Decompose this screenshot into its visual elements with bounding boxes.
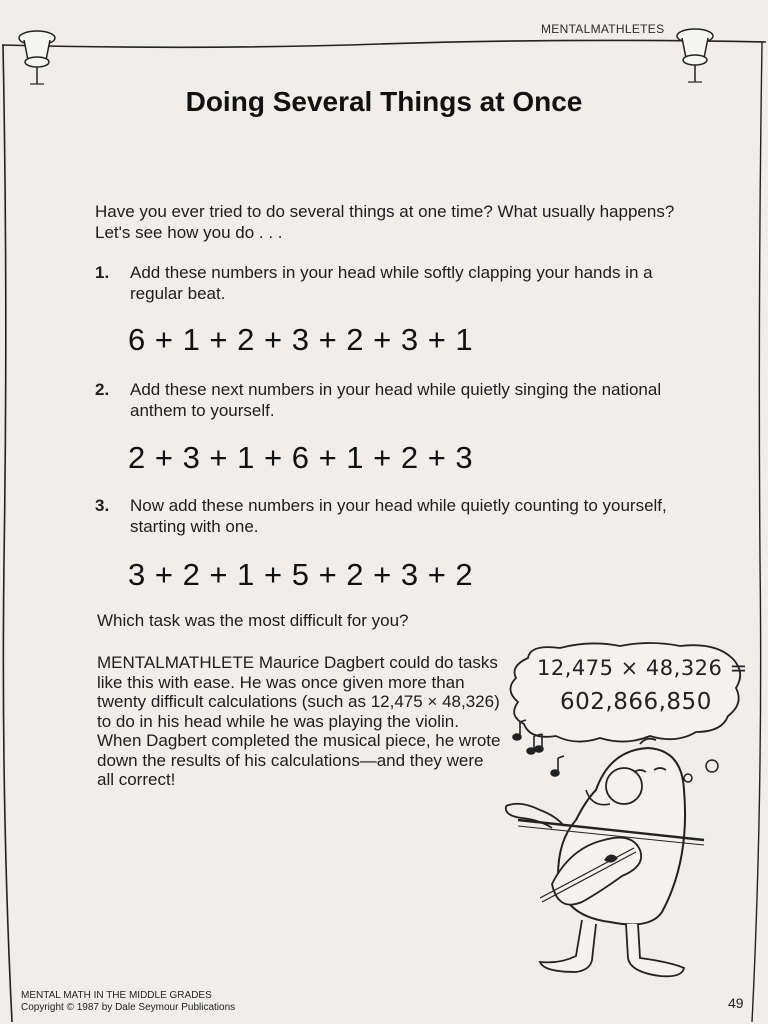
thought-bubble-problem: 12,475 × 48,326 = <box>537 656 748 680</box>
pushpin-icon-right <box>672 24 718 86</box>
exercise-instruction: Now add these numbers in your head while quietly counting to yourself, starting with one. <box>130 496 667 536</box>
story-paragraph: MENTALMATHLETE Maurice Dagbert could do tasks like this with ease. He was once given more than twenty difficult calculations (such as 12,475 × 48,326) to do in his head while he was playing the violin. When Dagbert completed the musical piece, he wrote down the results of his calculations—and they were all correct! <box>97 653 501 789</box>
header-tag: MENTALMATHLETES <box>541 22 665 36</box>
exercise-number: 1. <box>95 263 110 282</box>
thought-bubble-answer: 602,866,850 <box>560 689 712 715</box>
exercise-2-expression: 2 + 3 + 1 + 6 + 1 + 2 + 3 <box>128 440 474 475</box>
exercise-1-expression: 6 + 1 + 2 + 3 + 2 + 3 + 1 <box>128 322 474 357</box>
exercise-number: 3. <box>95 496 110 515</box>
exercise-instruction: Add these numbers in your head while softly clapping your hands in a regular beat. <box>130 263 653 303</box>
footer-book-title: MENTAL MATH IN THE MIDDLE GRADES <box>21 990 212 1001</box>
exercise-number: 2. <box>95 380 110 399</box>
page-number: 49 <box>728 995 744 1011</box>
reflection-question: Which task was the most difficult for you? <box>97 611 409 630</box>
intro-paragraph: Have you ever tried to do several things at one time? What usually happens? Let's see how you do . . . <box>95 202 675 242</box>
exercise-instruction: Add these next numbers in your head while quietly singing the national anthem to yourself. <box>130 380 662 420</box>
page-title: Doing Several Things at Once <box>185 86 583 117</box>
exercise-3-expression: 3 + 2 + 1 + 5 + 2 + 3 + 2 <box>128 557 474 592</box>
pushpin-icon-left <box>14 26 60 88</box>
footer-copyright: Copyright © 1987 by Dale Seymour Publications <box>21 1002 236 1013</box>
footer-credit <box>21 990 235 1014</box>
